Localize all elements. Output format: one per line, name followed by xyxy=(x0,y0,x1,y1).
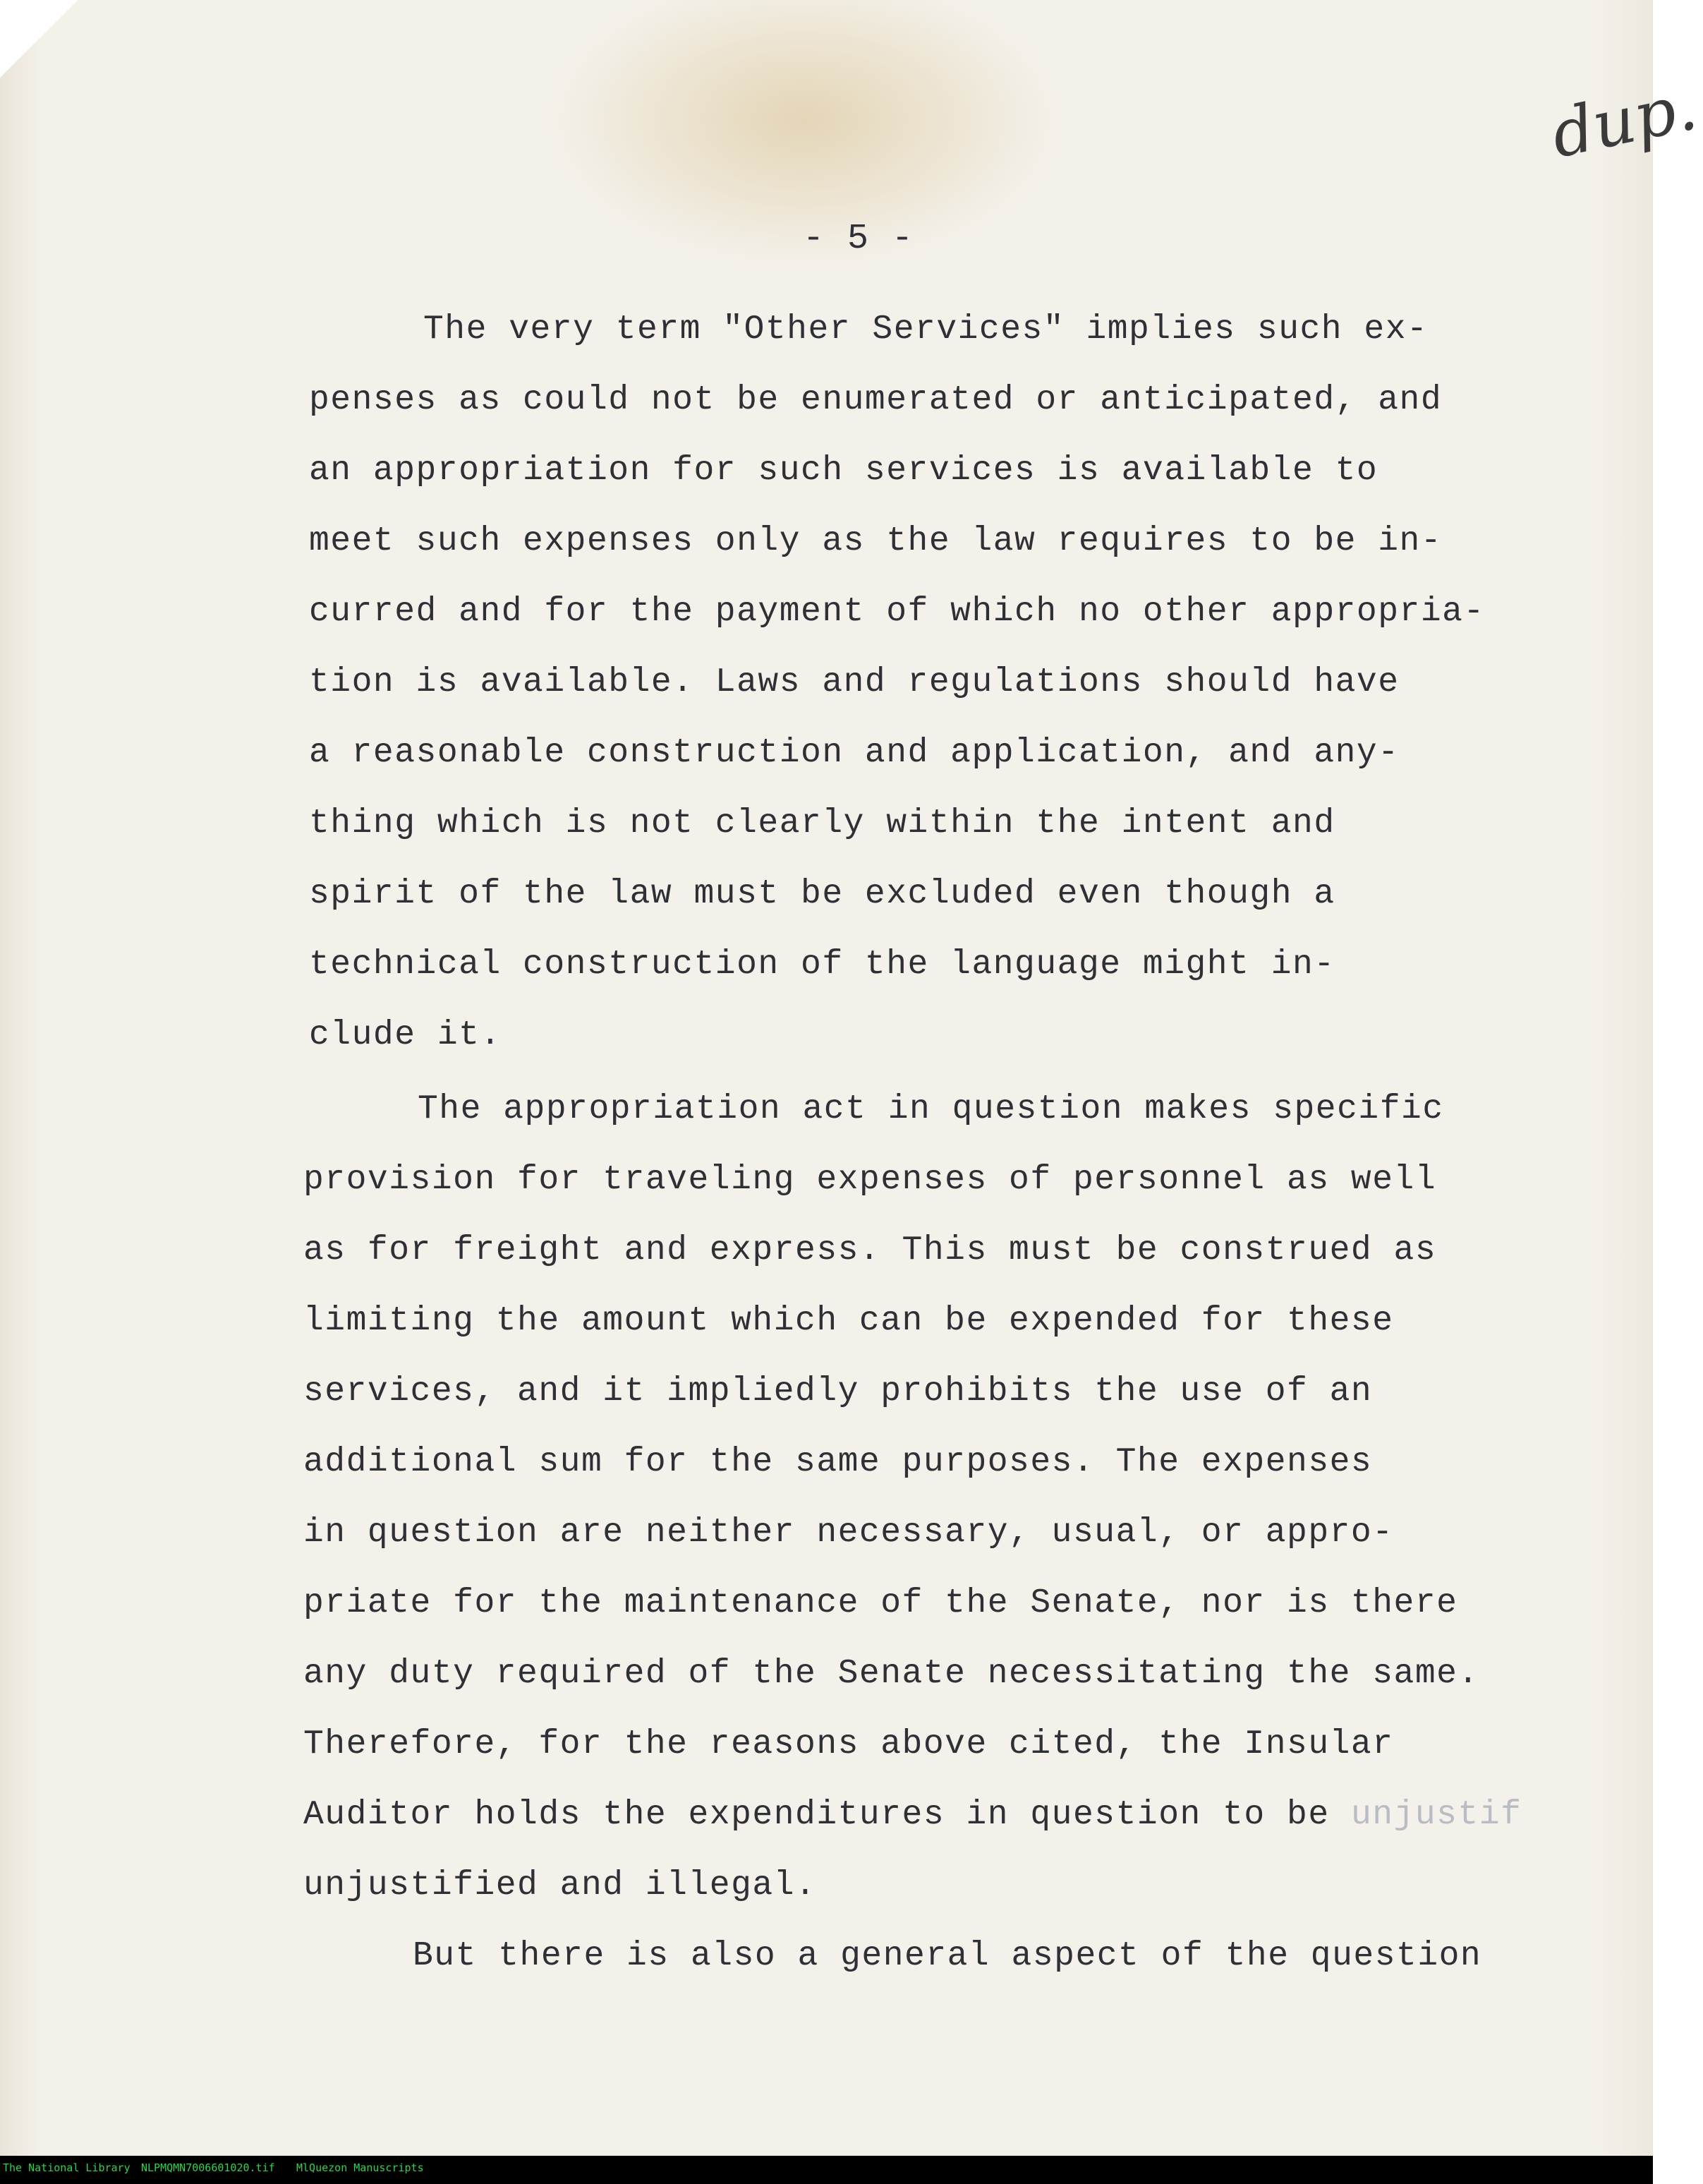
text-line-3: an appropriation for such services is available to xyxy=(309,452,1378,490)
text-line-14: as for freight and express. This must be construed as xyxy=(303,1231,1437,1269)
text-line-9: spirit of the law must be excluded even though a xyxy=(309,875,1335,913)
text-line-16: services, and it impliedly prohibits the use of an xyxy=(303,1372,1373,1411)
handwritten-note: dup. xyxy=(1545,68,1703,173)
folded-corner xyxy=(0,0,78,78)
text-line-1: The very term "Other Services" implies such ex- xyxy=(423,310,1429,349)
text-line-5: curred and for the payment of which no other appropria- xyxy=(309,593,1485,631)
text-line-22-main: Auditor holds the expenditures in question to be xyxy=(303,1796,1330,1834)
text-line-12: The appropriation act in question makes specific xyxy=(418,1090,1444,1128)
struck-fragment: unjustif xyxy=(1350,1796,1522,1834)
text-line-15: limiting the amount which can be expended for these xyxy=(303,1302,1394,1340)
text-line-10: technical construction of the language might in- xyxy=(309,946,1335,984)
scan-footer-bar xyxy=(0,2156,1653,2184)
text-line-13: provision for traveling expenses of personnel as well xyxy=(303,1161,1437,1199)
text-line-23: unjustified and illegal. xyxy=(303,1866,817,1905)
text-line-18: in question are neither necessary, usual, or appro- xyxy=(303,1514,1394,1552)
text-line-6: tion is available. Laws and regulations should have xyxy=(309,663,1400,701)
text-line-19: priate for the maintenance of the Senate, nor is there xyxy=(303,1584,1458,1622)
text-line-7: a reasonable construction and application, and any- xyxy=(309,734,1400,772)
footer-file: NLPMQMN7006601020.tif xyxy=(141,2161,275,2174)
text-line-20: any duty required of the Senate necessitating the same. xyxy=(303,1655,1479,1693)
text-line-17: additional sum for the same purposes. The expenses xyxy=(303,1443,1373,1481)
page-number: - 5 - xyxy=(803,219,914,259)
text-line-11: clude it. xyxy=(309,1016,502,1054)
text-line-8: thing which is not clearly within the intent and xyxy=(309,804,1335,843)
footer-library: The National Library xyxy=(3,2161,131,2174)
footer-collection: MlQuezon Manuscripts xyxy=(296,2161,424,2174)
text-line-21: Therefore, for the reasons above cited, the Insular xyxy=(303,1725,1394,1763)
text-line-4: meet such expenses only as the law requires to be in- xyxy=(309,522,1443,560)
text-line-2: penses as could not be enumerated or anticipated, and xyxy=(309,381,1443,419)
text-line-22 xyxy=(303,1796,1522,1834)
text-line-24: But there is also a general aspect of the question xyxy=(413,1937,1482,1975)
